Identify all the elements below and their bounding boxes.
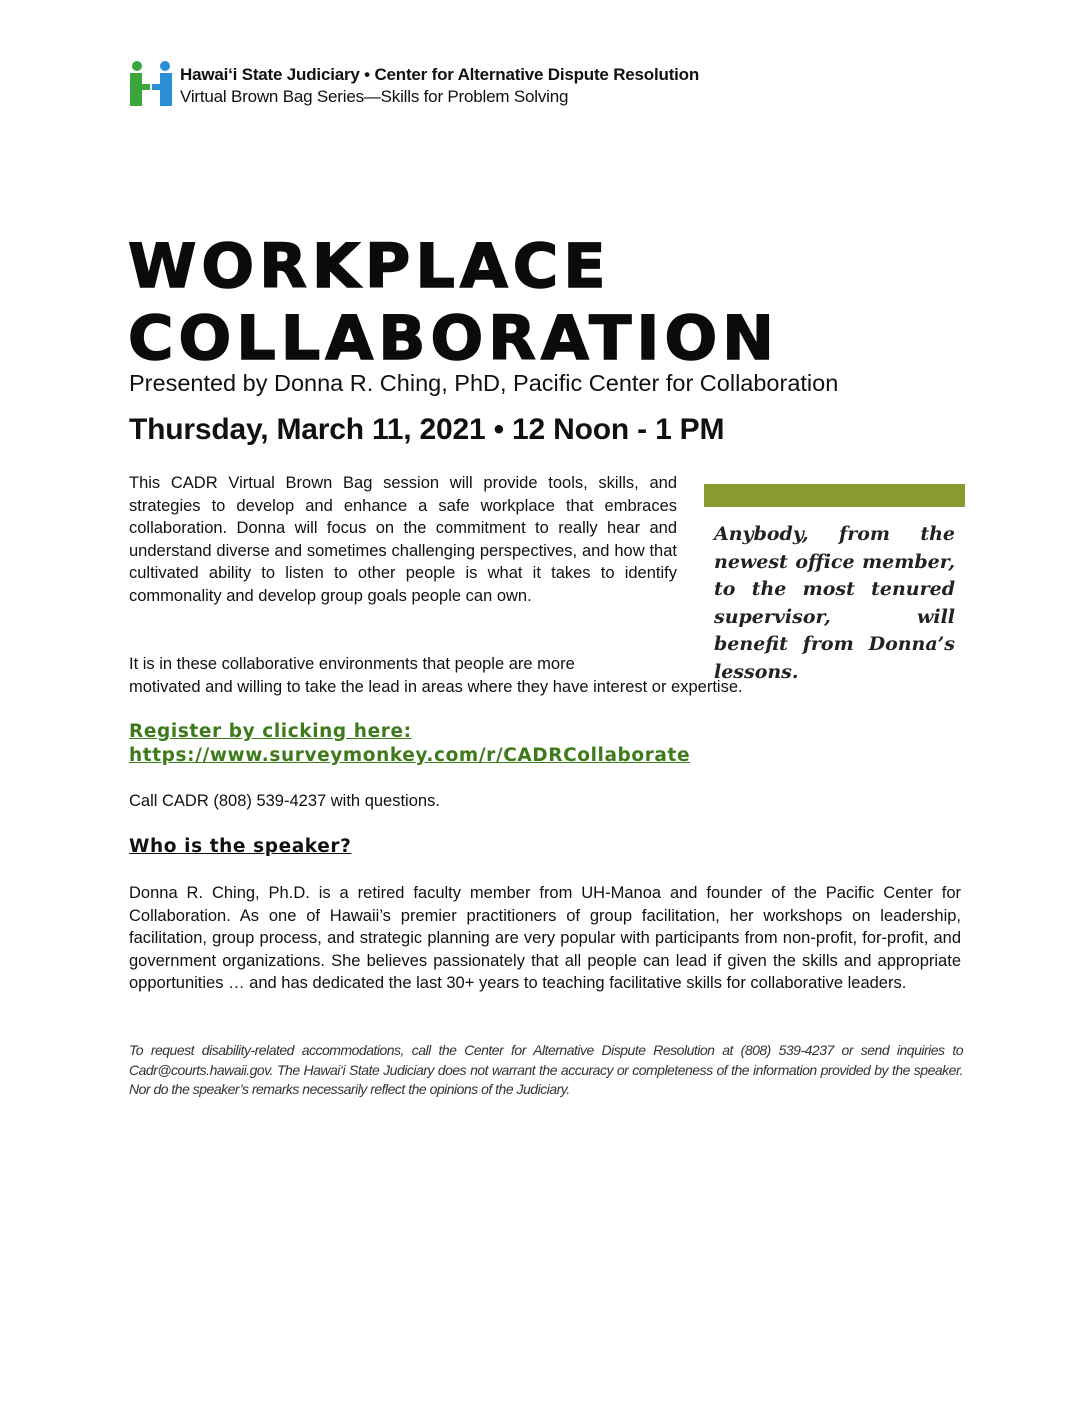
event-datetime: Thursday, March 11, 2021 • 12 Noon - 1 PM (129, 413, 725, 446)
description-paragraph: This CADR Virtual Brown Bag session will provide tools, skills, and strategies to develop and enhance a safe workplace that embraces collaboration. Donna will focus on the commitment to really hear and understand diverse and sometimes challenging perspectives, and how that cultivated ability to listen to other people is what it takes to identify commonality and develop group goals people can own. (129, 474, 677, 605)
presenter-line: Presented by Donna R. Ching, PhD, Pacific Center for Collaboration (129, 370, 839, 396)
page-title-line-1: WORKPLACE (128, 230, 611, 302)
contact-line: Call CADR (808) 539-4237 with questions. (129, 792, 440, 810)
description-paragraph-2-line-2: motivated and willing to take the lead in areas where they have interest or expertise. (129, 678, 743, 696)
disclaimer: To request disability-related accommodations, call the Center for Alternative Dispute Resolution at (808) 539-4237 or send inquiries to Cadr@courts.hawaii.gov. The Hawai‘i State Judiciary does not warrant the accuracy or completeness of the information provided by the speaker. Nor do the speaker’s remarks necessarily reflect the opinions of the Judiciary. (129, 1042, 963, 1098)
register-url-link[interactable]: https://www.surveymonkey.com/r/CADRCollaborate (129, 745, 691, 766)
sidebar-quote: Anybody, from the newest office member, to the most tenured supervisor, will benefit from Donna’s lessons. (714, 523, 955, 683)
page-title-line-2: COLLABORATION (128, 302, 780, 374)
cadr-logo-icon (129, 60, 175, 106)
sidebar-accent-bar (704, 484, 965, 507)
register-label-link[interactable]: Register by clicking here: (129, 721, 412, 742)
speaker-bio: Donna R. Ching, Ph.D. is a retired faculty member from UH-Manoa and founder of the Pacific Center for Collaboration. As one of Hawaii’s premier practitioners of group facilitation, her workshops on leadership, facilitation, group process, and strategic planning are very popular with participants from non-profit, for-profit, and government organizations. She believes passionately that all people can lead if given the skills and appropriate opportunities … and has dedicated the last 30+ years to teaching facilitative skills for collaborative leaders. (129, 884, 961, 993)
description-paragraph-2-line-1: It is in these collaborative environments that people are more (129, 655, 575, 673)
speaker-heading: Who is the speaker? (129, 836, 352, 857)
org-line: Hawai‘i State Judiciary • Center for Alternative Dispute Resolution (180, 65, 700, 84)
series-line: Virtual Brown Bag Series—Skills for Problem Solving (180, 87, 569, 106)
